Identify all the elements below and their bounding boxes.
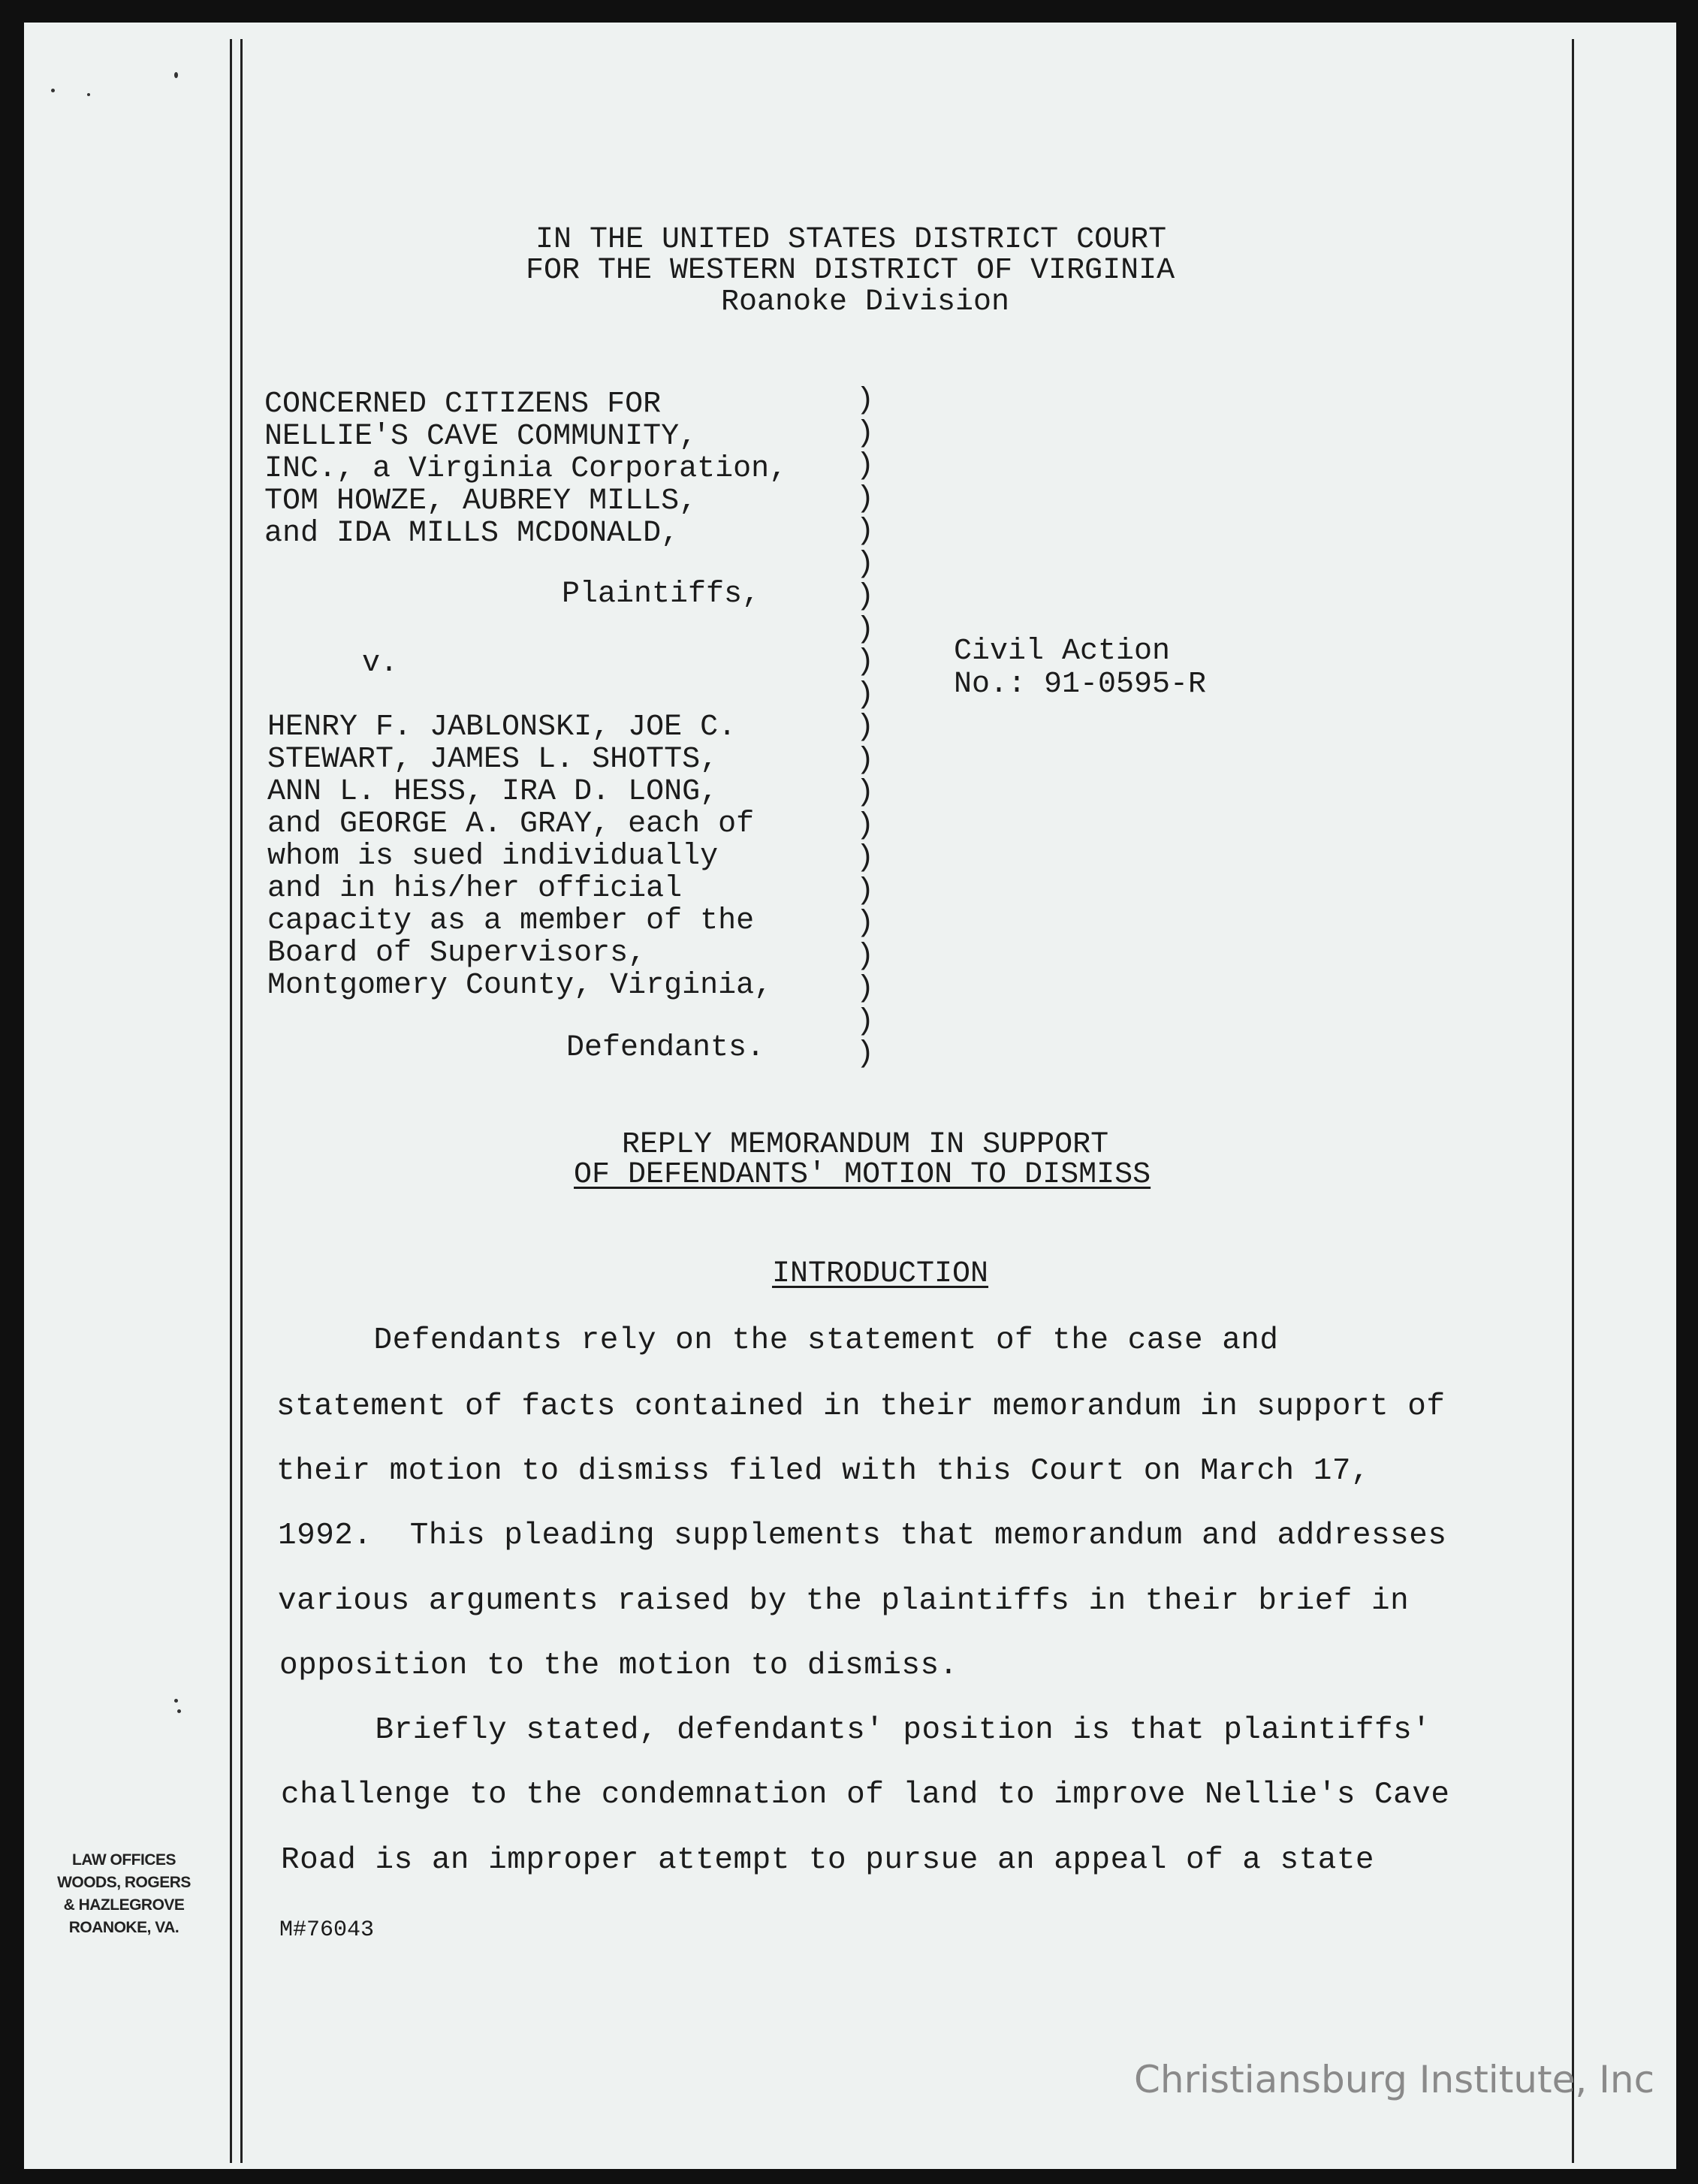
body-line: their motion to dismiss filed with this Court on March 17, [276,1454,1371,1489]
body-line: opposition to the motion to dismiss. [279,1649,958,1683]
court-division: Roanoke Division [721,285,1010,319]
defendant-line: and in his/her official [267,872,683,906]
case-number: No.: 91-0595-R [954,668,1207,701]
body-line: 1992. This pleading supplements that memorandum and addresses [278,1519,1447,1553]
defendants-label: Defendants. [566,1031,765,1065]
body-line: various arguments raised by the plaintiffs in their brief in [278,1584,1410,1618]
plaintiff-line: TOM HOWZE, AUBREY MILLS, [264,484,698,518]
memo-title-line1: REPLY MEMORANDUM IN SUPPORT [622,1128,1109,1162]
law-offices-stamp [45,1849,203,1939]
defendant-line: whom is sued individually [267,840,719,873]
watermark: Christiansburg Institute, Inc [1134,2058,1655,2101]
left-margin-rule-outer [230,39,232,2163]
defendant-line: and GEORGE A. GRAY, each of [267,807,755,841]
defendant-line: capacity as a member of the [267,904,755,938]
plaintiff-line: INC., a Virginia Corporation, [264,452,788,486]
defendant-line: ANN L. HESS, IRA D. LONG, [267,775,719,809]
versus: v. [362,647,399,680]
plaintiff-line: NELLIE'S CAVE COMMUNITY, [264,420,698,454]
plaintiffs-label: Plaintiffs, [562,578,761,611]
memo-title-line2: OF DEFENDANTS' MOTION TO DISMISS [574,1158,1151,1192]
body-line: challenge to the condemnation of land to improve Nellie's Cave [281,1778,1450,1812]
defendant-line: Board of Supervisors, [267,937,647,970]
law-offices-line: WOODS, ROGERS [57,1874,191,1891]
body-line: statement of facts contained in their memorandum in support of [276,1389,1446,1424]
body-line: Defendants rely on the statement of the case and [279,1323,1279,1358]
caption-parentheses: ) ) ) ) ) ) ) ) ) ) ) ) ) ) ) ) ) ) ) ) ) [856,384,875,1071]
section-heading: INTRODUCTION [772,1257,989,1291]
civil-action-label: Civil Action [954,635,1171,668]
plaintiff-line: and IDA MILLS MCDONALD, [264,517,680,551]
right-margin-rule [1572,39,1574,2163]
speck [177,1709,181,1713]
law-offices-line: & HAZLEGROVE [63,1896,185,1914]
speck [51,89,55,92]
speck [174,1699,178,1703]
body-line: Road is an improper attempt to pursue an appeal of a state [281,1843,1375,1878]
defendant-line: Montgomery County, Virginia, [267,969,773,1003]
speck [87,93,90,96]
court-name-line1: IN THE UNITED STATES DISTRICT COURT [535,223,1167,257]
defendant-line: HENRY F. JABLONSKI, JOE C. [267,710,737,744]
law-offices-line: ROANOKE, VA. [68,1919,179,1936]
defendant-line: STEWART, JAMES L. SHOTTS, [267,743,719,777]
court-name-line2: FOR THE WESTERN DISTRICT OF VIRGINIA [526,254,1175,288]
body-line: Briefly stated, defendants' position is that plaintiffs' [281,1713,1431,1748]
law-offices-line: LAW OFFICES [72,1851,176,1869]
speck [174,72,178,78]
left-margin-rule-inner [240,39,243,2163]
document-id: M#76043 [279,1917,375,1943]
plaintiff-line: CONCERNED CITIZENS FOR [264,388,662,421]
